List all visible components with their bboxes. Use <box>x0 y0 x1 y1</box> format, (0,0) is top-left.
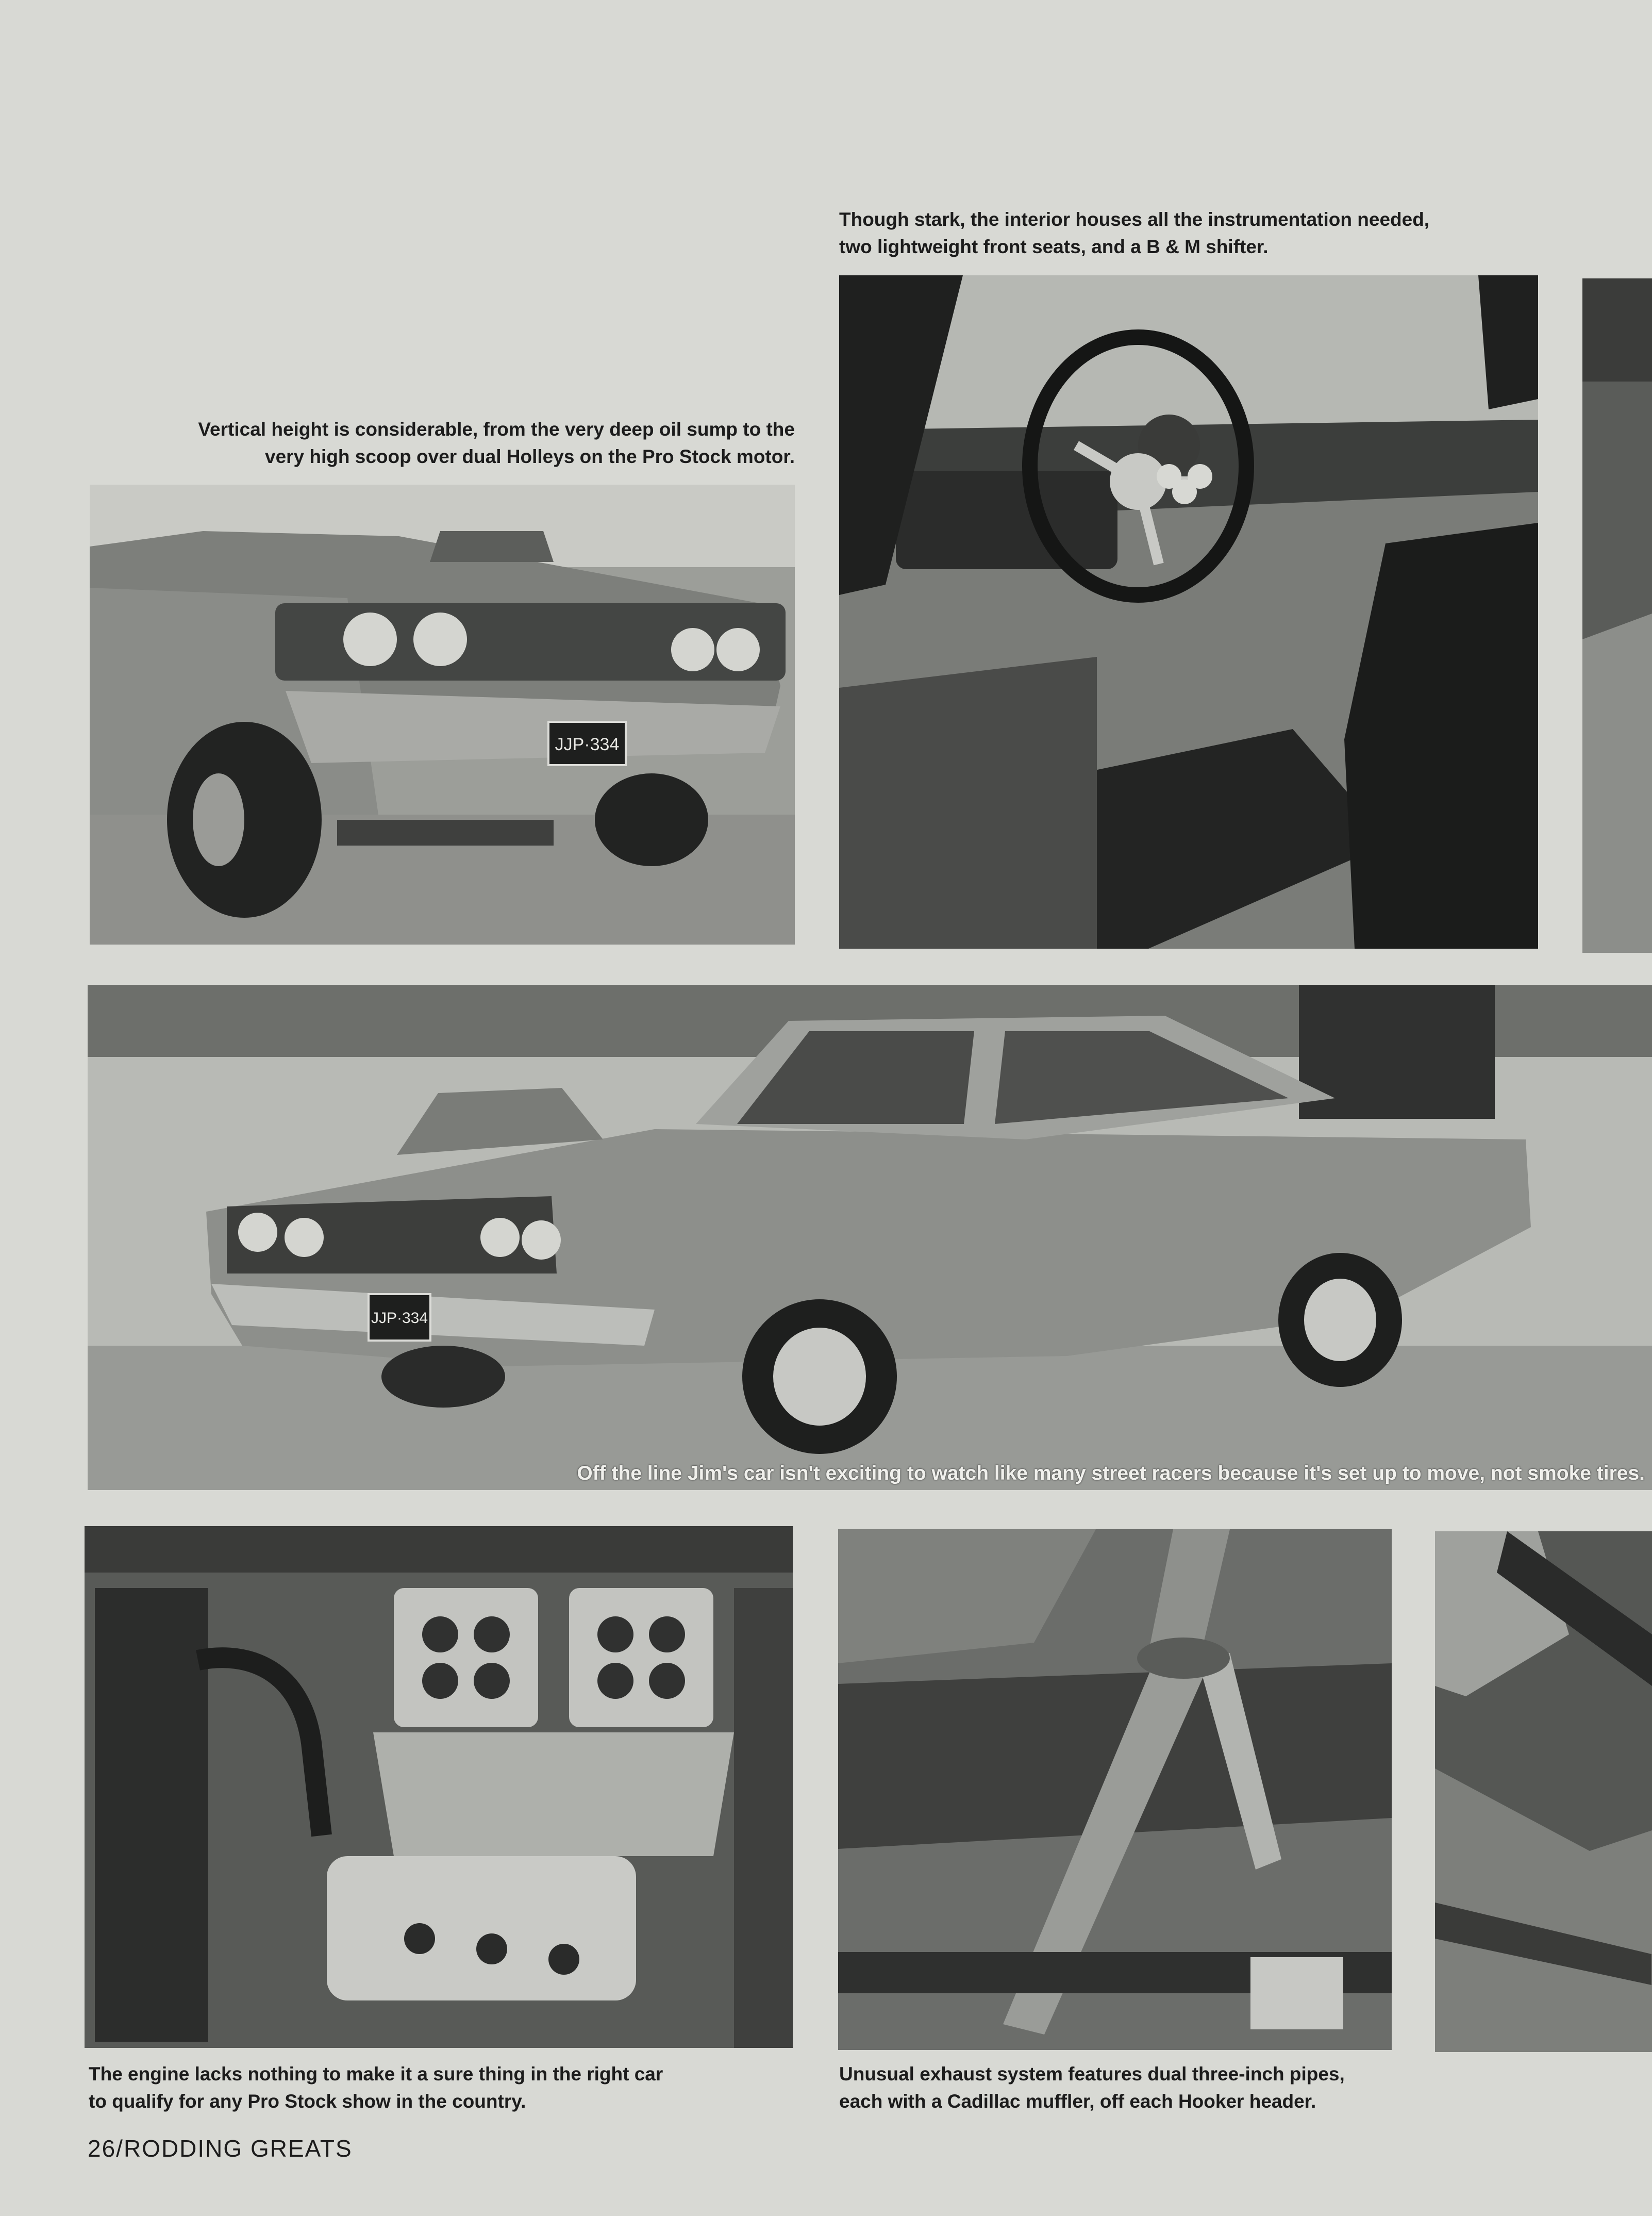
photo-engine <box>85 1526 793 2048</box>
front-plate-text: JJP·334 <box>555 735 620 754</box>
caption-interior-line-1: Though stark, the interior houses all the instrumentation needed, <box>839 209 1430 230</box>
caption-exhaust-line-2: each with a Cadillac muffler, off each Hooker header. <box>839 2091 1316 2112</box>
photo-interior-edge <box>1582 278 1652 953</box>
photo-car-front <box>90 485 795 945</box>
caption-interior <box>839 206 1561 260</box>
caption-exhaust-line-1: Unusual exhaust system features dual three-inch pipes, <box>839 2063 1345 2085</box>
photo-interior <box>839 275 1538 949</box>
caption-front <box>93 416 795 470</box>
caption-front-line-2: very high scoop over dual Holleys on the Pro Stock motor. <box>265 446 795 467</box>
photo-car-side <box>88 985 1652 1490</box>
caption-interior-line-2: two lightweight front seats, and a B & M shifter. <box>839 236 1269 257</box>
caption-engine <box>89 2060 810 2115</box>
caption-front-line-1: Vertical height is considerable, from the very deep oil sump to the <box>198 419 795 440</box>
caption-engine-line-1: The engine lacks nothing to make it a sure thing in the right car <box>89 2063 663 2085</box>
caption-exhaust <box>839 2060 1458 2115</box>
photo-exhaust <box>838 1529 1392 2050</box>
page-folio: 26/RODDING GREATS <box>88 2135 353 2162</box>
photo-exhaust-edge <box>1435 1531 1652 2052</box>
caption-engine-line-2: to qualify for any Pro Stock show in the country. <box>89 2091 526 2112</box>
caption-side: Off the line Jim's car isn't exciting to watch like many street racers because it's set up to move, not smoke tires. <box>577 1462 1645 1484</box>
side-plate-text: JJP·334 <box>371 1310 428 1327</box>
